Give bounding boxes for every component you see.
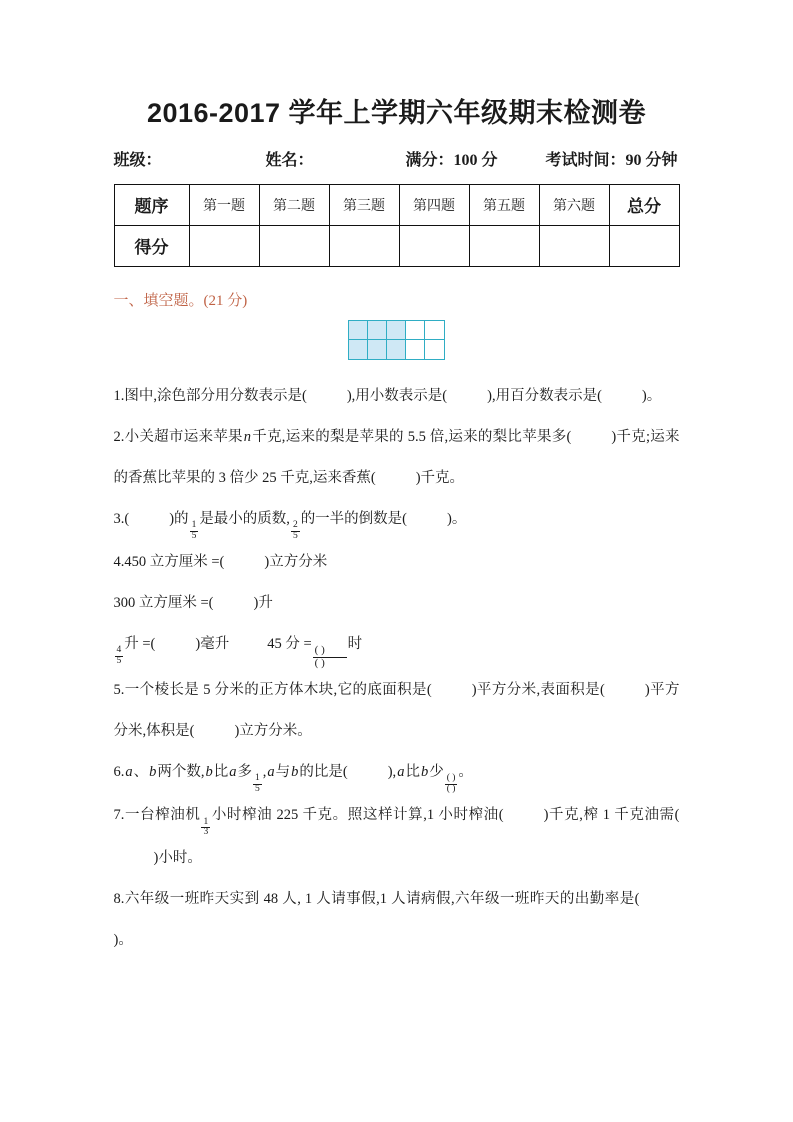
question-3: [114, 499, 680, 542]
fraction-numerator: 2: [292, 520, 298, 531]
questions-list: [114, 376, 680, 962]
table-row: [114, 184, 679, 225]
question-2-text-d: )千克。: [415, 469, 465, 486]
fraction-blank-over-blank[interactable]: [313, 645, 347, 669]
grid-cell: [349, 340, 368, 359]
grid-cell: [425, 340, 444, 359]
fraction-denominator: 5: [116, 656, 122, 667]
question-3-text-d: 的一半的倒数是(: [300, 510, 408, 527]
question-4-line-1: [114, 542, 680, 583]
question-4-text-b: )立方分米: [264, 553, 328, 570]
column-header-q2: 第二题: [259, 184, 329, 225]
question-2-text-a: 2.小关超市运来苹果: [113, 428, 243, 445]
question-3-text-c: 是最小的质数,: [199, 510, 290, 527]
question-4-text-h: 时: [347, 635, 363, 652]
fraction-numerator: 1: [191, 520, 197, 531]
question-7: [114, 795, 680, 879]
variable-b: b: [149, 763, 157, 780]
question-2-text-c: )千克;运来的香蕉比苹果的 3 倍少 25 千克,运来香蕉(: [113, 428, 680, 486]
fraction-denominator: 5: [255, 783, 260, 794]
question-2: [114, 417, 680, 499]
column-header-q5: 第五题: [469, 184, 539, 225]
fraction-denominator: 5: [292, 530, 298, 541]
fraction-numerator: 1: [203, 816, 209, 827]
fraction-one-third: [201, 818, 210, 839]
grid-cell: [368, 340, 387, 359]
question-1-text-c: ),用百分数表示是(: [487, 387, 602, 404]
question-3-text-a: 3.(: [113, 510, 130, 527]
grid-cell: [368, 321, 387, 340]
score-cell-q4[interactable]: [399, 225, 469, 266]
shaded-grid-figure: [348, 320, 445, 360]
question-4-text-d: )升: [253, 594, 273, 611]
question-4-text-a: 4.450 立方厘米 =(: [113, 553, 225, 570]
variable-b: b: [420, 763, 429, 780]
question-6-text-a: 6.: [113, 763, 125, 780]
question-4-text-g: 45 分 =: [267, 635, 312, 652]
question-4-line-3: [114, 624, 680, 670]
column-header-q1: 第一题: [189, 184, 259, 225]
question-6-text-f: ,: [262, 763, 267, 780]
question-7-text-a: 7.一台榨油机: [113, 807, 201, 824]
score-cell-q3[interactable]: [329, 225, 399, 266]
question-5-text-a: 5.一个棱长是 5 分米的正方体木块,它的底面积是(: [113, 681, 432, 698]
question-1: [114, 376, 680, 417]
full-score-label: 满分：100 分: [405, 151, 498, 169]
column-header-q6: 第六题: [539, 184, 609, 225]
score-cell-total[interactable]: [609, 225, 679, 266]
grid-cell: [387, 321, 406, 340]
question-6: [114, 752, 680, 796]
column-header-q3: 第三题: [329, 184, 399, 225]
question-7-text-d: )小时。: [153, 850, 202, 867]
fraction-four-fifths: [115, 646, 124, 667]
question-3-text-e: )。: [447, 510, 467, 527]
question-5-text-b: )平方分米,表面积是(: [471, 681, 605, 698]
fraction-two-fifths: [291, 521, 300, 542]
variable-a: a: [229, 763, 237, 780]
fraction-denominator: 5: [191, 530, 197, 541]
question-5: [114, 670, 680, 752]
name-field-label: 姓名：: [265, 151, 314, 169]
question-5-text-c: )平方分米,体积是(: [113, 681, 680, 739]
question-7-text-b: 小时榨油 225 千克。照这样计算,1 小时榨油(: [211, 807, 504, 824]
question-4-text-e: 升 =(: [124, 635, 156, 652]
table-row: [114, 225, 679, 266]
question-6-text-h: 的比是(: [299, 763, 348, 780]
page-title: 2016-2017 学年上学期六年级期末检测卷: [146, 98, 647, 128]
question-6-text-d: 比: [213, 763, 229, 780]
variable-a: a: [267, 763, 275, 780]
question-7-text-c: )千克,榨 1 千克油需(: [543, 807, 680, 824]
grid-cell: [406, 321, 425, 340]
question-6-text-e: 多: [237, 763, 252, 780]
question-6-text-i: ),: [387, 763, 397, 780]
question-4-line-2: [114, 583, 680, 624]
figure-container: [114, 320, 680, 360]
variable-n: n: [243, 428, 252, 445]
question-2-text-b: 千克,运来的梨是苹果的 5.5 倍,运来的梨比苹果多(: [252, 428, 572, 445]
header-meta-line: [114, 147, 680, 170]
fraction-numerator[interactable]: ( ): [446, 773, 456, 784]
grid-cell: [406, 340, 425, 359]
fraction-denominator[interactable]: ( ): [313, 657, 347, 670]
score-table: [114, 184, 680, 267]
variable-a: a: [397, 763, 405, 780]
row-label-score: 得分: [114, 225, 189, 266]
question-6-text-k: 少: [429, 763, 444, 780]
question-6-text-j: 比: [405, 763, 420, 780]
question-1-text-a: 1.图中,涂色部分用分数表示是(: [113, 387, 307, 404]
fraction-one-fifth: [253, 774, 262, 795]
variable-b: b: [291, 763, 299, 780]
question-6-text-c: 两个数,: [157, 763, 205, 780]
fraction-denominator: 3: [203, 827, 209, 838]
section-heading-fill-in-blank: 一、填空题。(21 分): [113, 292, 248, 309]
fraction-denominator[interactable]: ( ): [446, 784, 456, 795]
column-header-q4: 第四题: [399, 184, 469, 225]
grid-cell: [425, 321, 444, 340]
question-6-text-l: 。: [458, 763, 473, 780]
fraction-one-fifth: [190, 521, 199, 542]
grid-cell: [387, 340, 406, 359]
score-cell-q1[interactable]: [189, 225, 259, 266]
question-5-text-d: )立方分米。: [234, 722, 312, 739]
question-1-text-b: ),用小数表示是(: [346, 387, 448, 404]
score-cell-q6[interactable]: [539, 225, 609, 266]
class-field-label: 班级：: [113, 151, 162, 169]
fraction-numerator: 4: [116, 645, 122, 656]
variable-b: b: [205, 763, 213, 780]
question-8-text-a: 8.六年级一班昨天实到 48 人, 1 人请事假,1 人请病假,六年级一班昨天的出勤率是(: [113, 891, 640, 908]
variable-a: a: [125, 763, 133, 780]
question-4-text-c: 300 立方厘米 =(: [113, 594, 214, 611]
question-4-text-f: )毫升: [195, 635, 230, 652]
fraction-numerator[interactable]: ( ): [314, 644, 325, 657]
fraction-numerator: 1: [255, 772, 260, 783]
fraction-blank-over-blank[interactable]: [445, 774, 458, 795]
question-8: [114, 879, 680, 961]
question-3-text-b: )的: [169, 510, 189, 527]
exam-time-label: 考试时间：90 分钟: [545, 151, 678, 169]
question-8-text-b: )。: [113, 932, 133, 949]
column-header-total: 总分: [609, 184, 679, 225]
score-cell-q5[interactable]: [469, 225, 539, 266]
row-label-question-order: 题序: [114, 184, 189, 225]
score-cell-q2[interactable]: [259, 225, 329, 266]
question-6-text-g: 与: [275, 763, 291, 780]
question-6-text-b: 、: [133, 763, 149, 780]
grid-cell: [349, 321, 368, 340]
question-1-text-d: )。: [641, 387, 662, 404]
